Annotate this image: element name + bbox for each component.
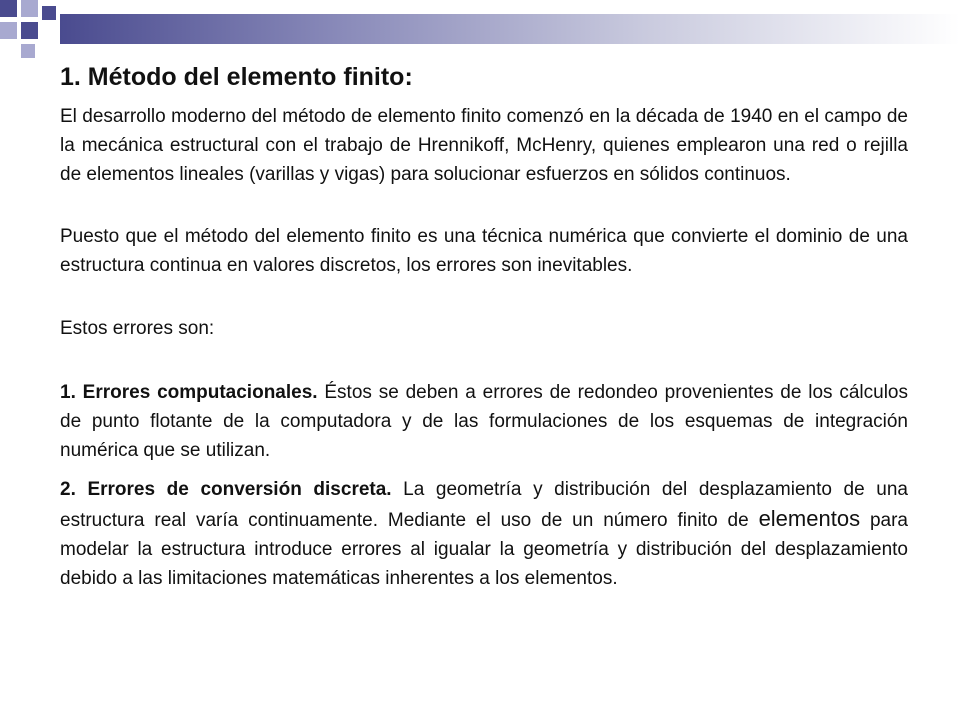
paragraph-history: El desarrollo moderno del método de elemento finito comenzó en la década de 1940 en el campo de la mecánica estructural con el trabajo de Hrennikoff, McHenry, quienes emplearon una red o rejilla de elementos lineales (varillas y vigas) para solucionar esfuerzos en sólidos continuos. xyxy=(60,106,908,185)
error-item-discretization-text-b: para modelar la estructura introduce errores al igualar la geometría y distribución del desplazamiento debido a las limitaciones matemáticas inherentes a los elementos. xyxy=(60,510,908,589)
deco-square xyxy=(21,44,35,58)
deco-square xyxy=(0,22,17,39)
header-gradient-bar xyxy=(60,14,960,44)
error-item-discretization-lead-b: conversión xyxy=(200,479,302,500)
deco-square xyxy=(21,0,38,17)
error-item-discretization-lead-a: 2. Errores de xyxy=(60,479,201,500)
page-title: 1. Método del elemento finito: xyxy=(60,63,413,91)
paragraph-errors-intro: Estos errores son: xyxy=(60,318,215,339)
deco-square xyxy=(42,6,56,20)
deco-square xyxy=(21,22,38,39)
error-item-discretization-text-a: La geometría y distribución del desplazamiento de una estructura real varía continuamente. Mediante el uso de un número finito de xyxy=(60,479,908,531)
slide-content xyxy=(60,60,908,593)
error-item-discretization-lead-c: discreta. xyxy=(301,479,392,500)
error-item-computational-text: Éstos se deben a errores de redondeo provenientes de los cálculos de punto flotante de la computadora y de las formulaciones de los esquemas de integración numérica que se utilizan. xyxy=(60,382,908,461)
paragraph-numeric: Puesto que el método del elemento finito es una técnica numérica que convierte el dominio de una estructura continua en valores discretos, los errores son inevitables. xyxy=(60,226,908,276)
error-item-discretization xyxy=(60,475,908,593)
error-item-computational-lead: 1. Errores computacionales. xyxy=(60,382,318,403)
error-item-discretization-text-big: elementos xyxy=(758,506,861,531)
header-decoration xyxy=(0,0,960,60)
deco-square xyxy=(0,0,17,17)
error-item-computational xyxy=(60,378,908,465)
